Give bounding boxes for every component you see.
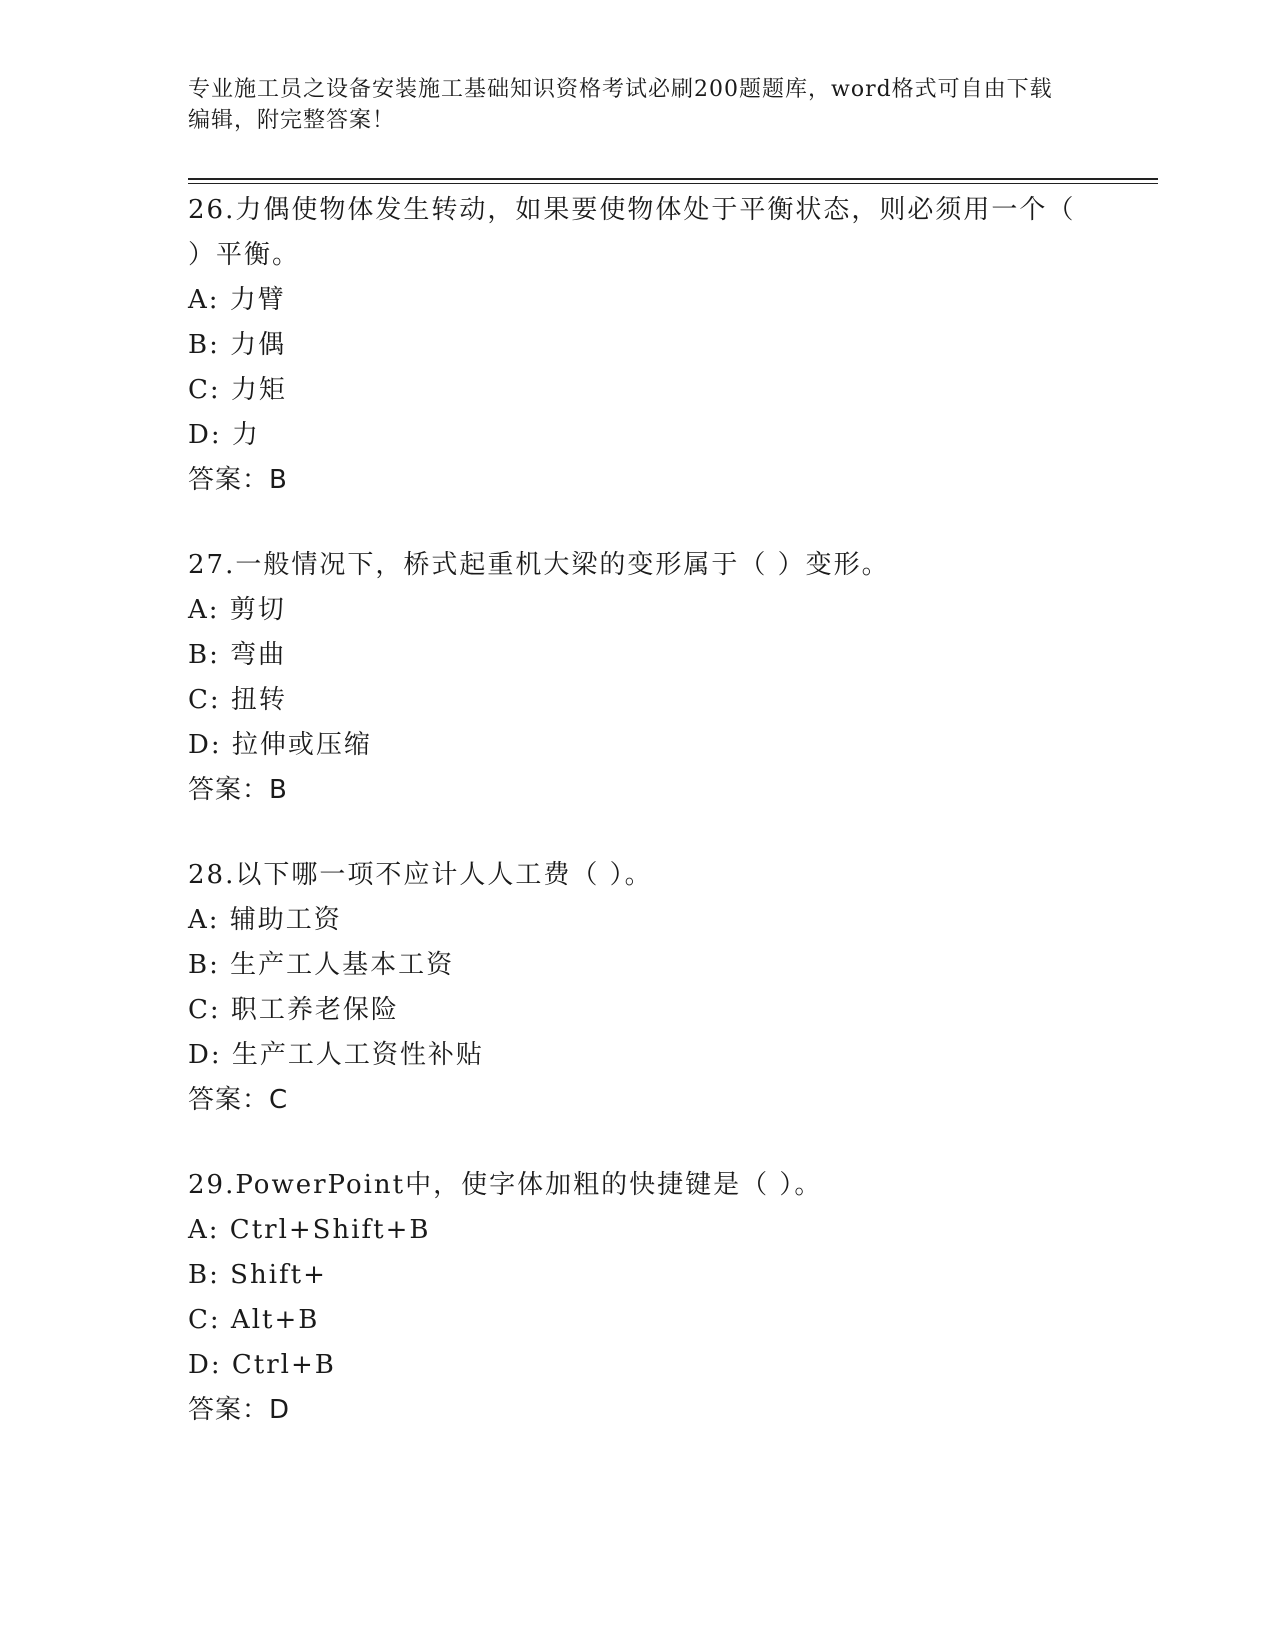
option-b: B: Shift+	[188, 1260, 327, 1290]
question-27	[188, 543, 1088, 813]
option-d: D: 拉伸或压缩	[188, 730, 372, 760]
option-c: C: 职工养老保险	[188, 995, 399, 1025]
option-a: A: Ctrl+Shift+B	[188, 1215, 431, 1245]
option-a: A: 力臂	[188, 285, 286, 315]
answer-line: 答案：B	[188, 465, 288, 495]
option-d: D: Ctrl+B	[188, 1350, 336, 1380]
option-c: C: 力矩	[188, 375, 287, 405]
option-a: A: 剪切	[188, 595, 286, 625]
option-d: D: 生产工人工资性补贴	[188, 1040, 484, 1070]
question-stem: 26.力偶使物体发生转动，如果要使物体处于平衡状态，则必须用一个（ ）平衡。	[188, 195, 1076, 270]
option-b: B: 生产工人基本工资	[188, 950, 455, 980]
question-list	[188, 188, 1088, 1473]
question-stem: 27.一般情况下，桥式起重机大梁的变形属于（ ）变形。	[188, 550, 890, 580]
header-divider-thick	[188, 178, 1158, 180]
question-28	[188, 853, 1088, 1123]
option-b: B: 力偶	[188, 330, 287, 360]
question-stem: 29.PowerPoint中，使字体加粗的快捷键是（ ）。	[188, 1170, 823, 1200]
answer-line: 答案：D	[188, 1395, 291, 1425]
option-b: B: 弯曲	[188, 640, 287, 670]
answer-line: 答案：B	[188, 775, 288, 805]
answer-line: 答案：C	[188, 1085, 289, 1115]
option-c: C: 扭转	[188, 685, 287, 715]
document-header: 专业施工员之设备安装施工基础知识资格考试必刷200题题库，word格式可自由下载编辑，附完整答案！	[188, 77, 1053, 133]
question-26	[188, 188, 1088, 503]
option-d: D: 力	[188, 420, 260, 450]
question-29	[188, 1163, 1088, 1433]
header-divider-thin	[188, 183, 1158, 184]
option-a: A: 辅助工资	[188, 905, 342, 935]
question-stem: 28.以下哪一项不应计人人工费（ ）。	[188, 860, 653, 890]
option-c: C: Alt+B	[188, 1305, 320, 1335]
